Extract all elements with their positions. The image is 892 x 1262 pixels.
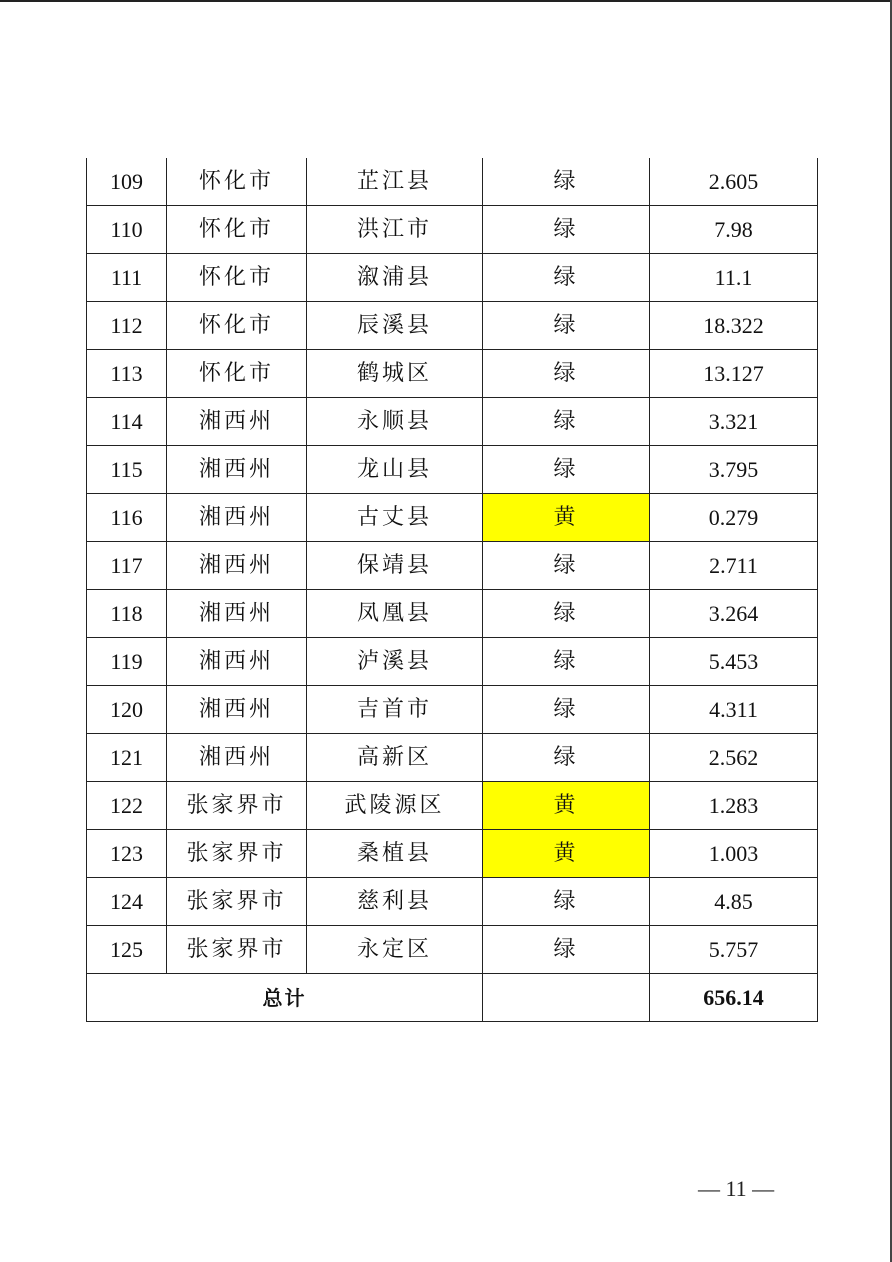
row-number: 122: [87, 782, 167, 830]
value-cell: 1.003: [650, 830, 818, 878]
value-cell: 2.605: [650, 158, 818, 206]
table-row: [87, 398, 818, 446]
level-cell: 绿: [483, 254, 650, 302]
city-cell: 湘西州: [167, 638, 307, 686]
total-row: [87, 974, 818, 1022]
value-cell: 4.311: [650, 686, 818, 734]
level-cell: 绿: [483, 542, 650, 590]
row-number: 113: [87, 350, 167, 398]
city-cell: 张家界市: [167, 830, 307, 878]
city-cell: 张家界市: [167, 926, 307, 974]
table-row: [87, 830, 818, 878]
level-cell: 绿: [483, 206, 650, 254]
city-cell: 湘西州: [167, 734, 307, 782]
row-number: 118: [87, 590, 167, 638]
value-cell: 3.321: [650, 398, 818, 446]
level-cell: 绿: [483, 302, 650, 350]
table-row: [87, 302, 818, 350]
city-cell: 张家界市: [167, 878, 307, 926]
data-table: [86, 158, 818, 1022]
level-cell: 黄: [483, 494, 650, 542]
city-cell: 湘西州: [167, 446, 307, 494]
row-number: 121: [87, 734, 167, 782]
county-cell: 龙山县: [307, 446, 483, 494]
city-cell: 怀化市: [167, 302, 307, 350]
city-cell: 湘西州: [167, 590, 307, 638]
level-cell: 绿: [483, 686, 650, 734]
county-cell: 永定区: [307, 926, 483, 974]
value-cell: 1.283: [650, 782, 818, 830]
city-cell: 张家界市: [167, 782, 307, 830]
table-row: [87, 878, 818, 926]
county-cell: 桑植县: [307, 830, 483, 878]
value-cell: 13.127: [650, 350, 818, 398]
county-cell: 鹤城区: [307, 350, 483, 398]
county-cell: 吉首市: [307, 686, 483, 734]
total-empty-cell: [483, 974, 650, 1022]
city-cell: 怀化市: [167, 350, 307, 398]
row-number: 111: [87, 254, 167, 302]
value-cell: 0.279: [650, 494, 818, 542]
value-cell: 11.1: [650, 254, 818, 302]
table-row: [87, 686, 818, 734]
value-cell: 3.264: [650, 590, 818, 638]
level-cell: 绿: [483, 638, 650, 686]
value-cell: 2.711: [650, 542, 818, 590]
city-cell: 怀化市: [167, 254, 307, 302]
city-cell: 湘西州: [167, 686, 307, 734]
county-cell: 洪江市: [307, 206, 483, 254]
level-cell: 黄: [483, 830, 650, 878]
row-number: 114: [87, 398, 167, 446]
county-cell: 芷江县: [307, 158, 483, 206]
table-row: [87, 926, 818, 974]
county-cell: 武陵源区: [307, 782, 483, 830]
level-cell: 绿: [483, 446, 650, 494]
row-number: 117: [87, 542, 167, 590]
city-cell: 怀化市: [167, 206, 307, 254]
table-row: [87, 158, 818, 206]
table-row: [87, 446, 818, 494]
level-cell: 绿: [483, 734, 650, 782]
city-cell: 湘西州: [167, 542, 307, 590]
table-row: [87, 350, 818, 398]
city-cell: 湘西州: [167, 494, 307, 542]
county-cell: 高新区: [307, 734, 483, 782]
county-cell: 辰溪县: [307, 302, 483, 350]
level-cell: 绿: [483, 878, 650, 926]
county-cell: 保靖县: [307, 542, 483, 590]
row-number: 109: [87, 158, 167, 206]
value-cell: 7.98: [650, 206, 818, 254]
value-cell: 2.562: [650, 734, 818, 782]
table-row: [87, 734, 818, 782]
level-cell: 绿: [483, 590, 650, 638]
level-cell: 黄: [483, 782, 650, 830]
table-row: [87, 254, 818, 302]
level-cell: 绿: [483, 158, 650, 206]
row-number: 124: [87, 878, 167, 926]
row-number: 120: [87, 686, 167, 734]
value-cell: 18.322: [650, 302, 818, 350]
level-cell: 绿: [483, 926, 650, 974]
city-cell: 湘西州: [167, 398, 307, 446]
city-cell: 怀化市: [167, 158, 307, 206]
row-number: 119: [87, 638, 167, 686]
level-cell: 绿: [483, 350, 650, 398]
table-row: [87, 638, 818, 686]
table-row: [87, 590, 818, 638]
value-cell: 3.795: [650, 446, 818, 494]
county-cell: 溆浦县: [307, 254, 483, 302]
row-number: 125: [87, 926, 167, 974]
page-border-top: [0, 0, 892, 2]
page-number: — 11 —: [698, 1176, 775, 1201]
county-cell: 古丈县: [307, 494, 483, 542]
county-cell: 慈利县: [307, 878, 483, 926]
row-number: 123: [87, 830, 167, 878]
row-number: 112: [87, 302, 167, 350]
row-number: 115: [87, 446, 167, 494]
table-row: [87, 206, 818, 254]
level-cell: 绿: [483, 398, 650, 446]
county-cell: 泸溪县: [307, 638, 483, 686]
table-body: [87, 158, 818, 1022]
total-label: 总计: [87, 974, 483, 1022]
county-cell: 永顺县: [307, 398, 483, 446]
row-number: 116: [87, 494, 167, 542]
value-cell: 5.453: [650, 638, 818, 686]
county-cell: 凤凰县: [307, 590, 483, 638]
table-row: [87, 542, 818, 590]
table-row: [87, 782, 818, 830]
table-row: [87, 494, 818, 542]
row-number: 110: [87, 206, 167, 254]
total-value: 656.14: [650, 974, 818, 1022]
value-cell: 4.85: [650, 878, 818, 926]
value-cell: 5.757: [650, 926, 818, 974]
